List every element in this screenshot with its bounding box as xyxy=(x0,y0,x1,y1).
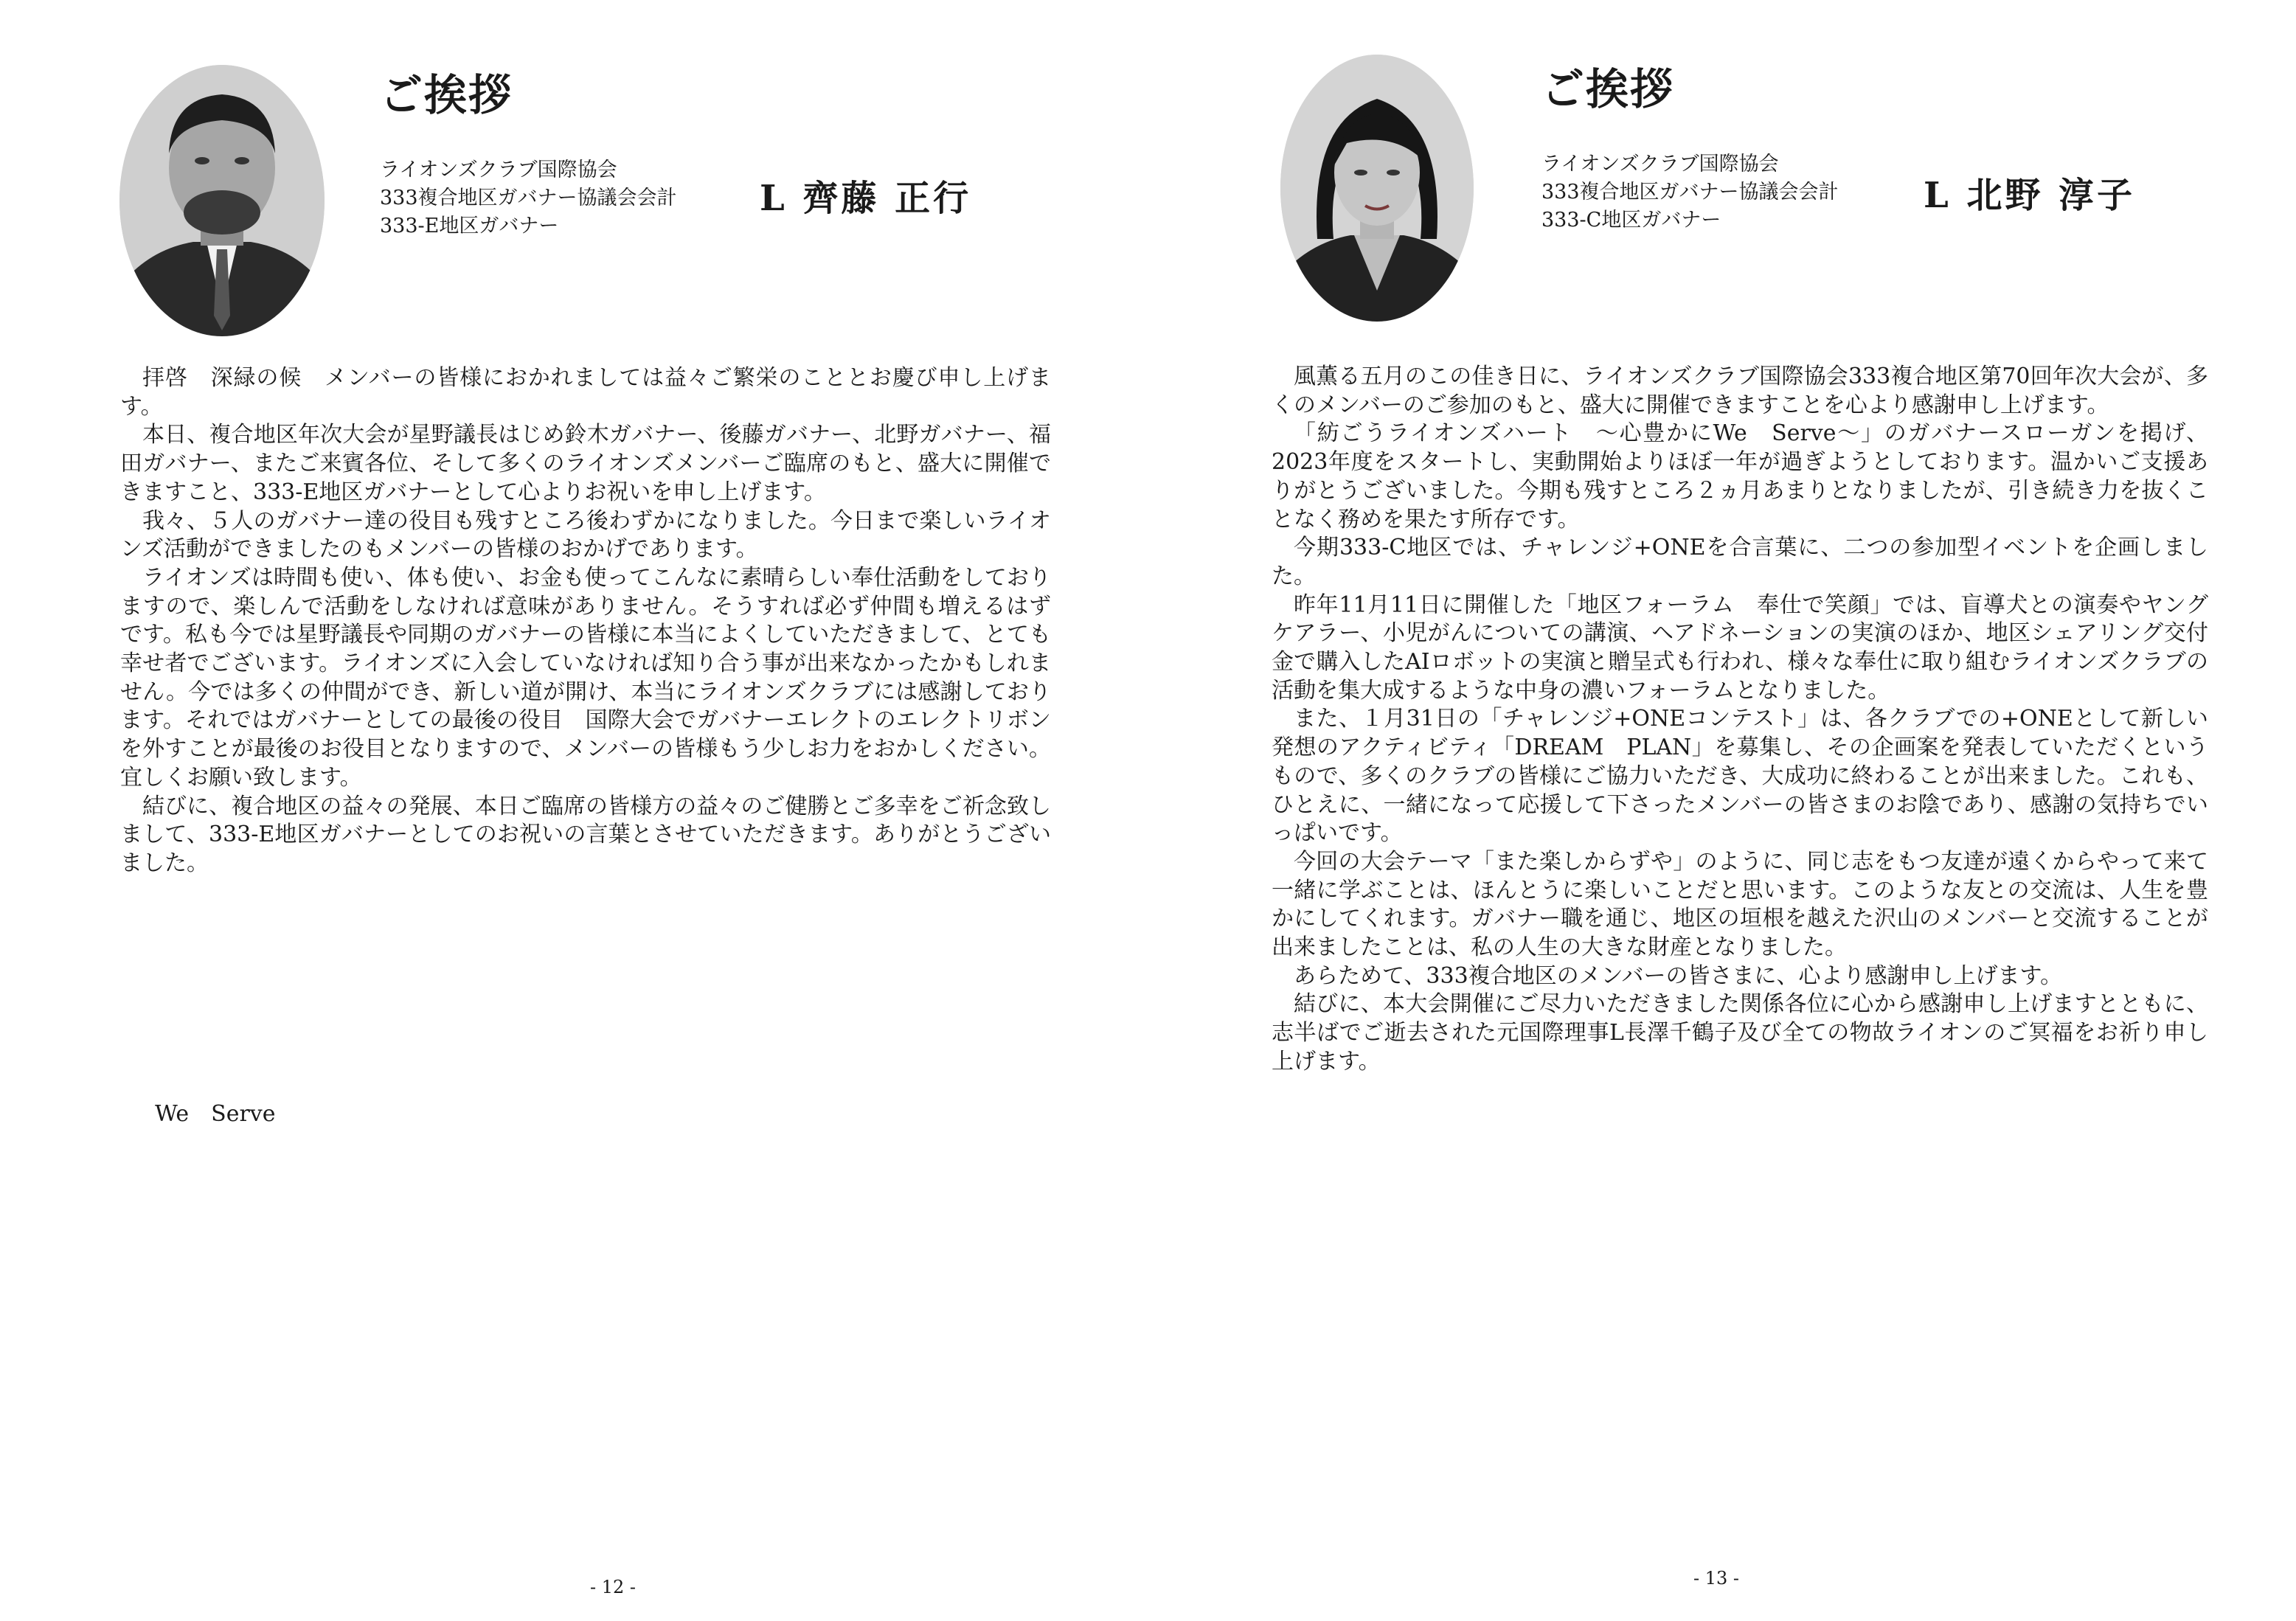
paragraph: 我々、５人のガバナー達の役目も残すところ後わずかになりました。今日まで楽しいライオンズ活動ができましたのもメンバーの皆様のおかげであります。 xyxy=(120,507,1051,563)
paragraph: 風薫る五月のこの佳き日に、ライオンズクラブ国際協会333複合地区第70回年次大会が、多くのメンバーのご参加のもと、盛大に開催できますことを心より感謝申し上げます。 xyxy=(1272,364,2208,418)
author-name: L 北野 淳子 xyxy=(1924,175,2136,216)
page-number: - 12 - xyxy=(590,1577,637,1597)
affiliation-line: ライオンズクラブ国際協会 xyxy=(380,159,617,181)
paragraph: 結びに、複合地区の益々の発展、本日ご臨席の皆様方の益々のご健勝とご多幸をご祈念致しまして、333-E地区ガバナーとしてのお祝いの言葉とさせていただきます。ありがとうございました。 xyxy=(120,793,1051,876)
affiliation-line: 333複合地区ガバナー協議会会計 xyxy=(380,187,677,209)
paragraph: 今期333-C地区では、チャレンジ+ONEを合言葉に、二つの参加型イベントを企画しました。 xyxy=(1272,535,2208,589)
paragraph: また、１月31日の「チャレンジ+ONEコンテスト」は、各クラブでの+ONEとして新しい発想のアクティビティ「DREAM PLAN」を募集し、その企画案を発表していただくというもので、多くのクラブの皆様にご協力いただき、大成功に終わることが出来ました。これも、ひとえに、一緒になって応援して下さったメンバーの皆さまのお陰であり、感謝の気持ちでいっぱいです。 xyxy=(1272,706,2209,847)
page-number: - 13 - xyxy=(1693,1568,1740,1589)
affiliation-line: 333-E地区ガバナー xyxy=(380,215,559,237)
affiliation-block xyxy=(380,156,677,240)
closing-phrase: We Serve xyxy=(155,1101,276,1127)
paragraph: あらためて、333複合地区のメンバーの皆さまに、心より感謝申し上げます。 xyxy=(1294,962,2063,989)
paragraph: ライオンズは時間も使い、体も使い、お金も使ってこんなに素晴らしい奉仕活動をしておりますので、楽しんで活動をしなければ意味がありません。そうすれば必ず仲間も増えるはずです。私も今では星野議長や同期のガバナーの皆様に本当によくしていただきまして、とても幸せ者でございます。ライオンズに入会していなければ知り合う事が出来なかったかもしれません。今では多くの仲間ができ、新しい道が開け、本当にライオンズクラブには感謝しております。それではガバナーとしての最後の役目 国際大会でガバナーエレクトのエレクトリボンを外すことが最後のお役目となりますので、メンバーの皆様もう少しお力をおかしください。宜しくお願い致します。 xyxy=(120,564,1051,791)
author-name: L 齊藤 正行 xyxy=(760,178,972,219)
page-title: ご挨拶 xyxy=(1541,64,1675,114)
paragraph: 結びに、本大会開催にご尽力いただきました関係各位に心から感謝申し上げますとともに、志半ばでご逝去された元国際理事L長澤千鶴子及び全ての物故ライオンのご冥福をお祈り申し上げます。 xyxy=(1272,991,2208,1075)
page-title: ご挨拶 xyxy=(380,70,513,120)
affiliation-line: 333複合地区ガバナー協議会会計 xyxy=(1541,181,1839,204)
paragraph: 本日、複合地区年次大会が星野議長はじめ鈴木ガバナー、後藤ガバナー、北野ガバナー、福田ガバナー、またご来賓各位、そして多くのライオンズメンバーご臨席のもと、盛大に開催できますこと、333-E地区ガバナーとして心よりお祝いを申し上げます。 xyxy=(120,422,1051,505)
right-page xyxy=(1148,0,2296,1621)
affiliation-block xyxy=(1541,150,1839,235)
paragraph: 今回の大会テーマ「また楽しからずや」のように、同じ志をもつ友達が遠くからやって来て一緒に学ぶことは、ほんとうに楽しいことだと思います。このような友との交流は、人生を豊かにしてくれます。ガバナー職を通じ、地区の垣根を越えた沢山のメンバーと交流することが出来ましたことは、私の人生の大きな財産となりました。 xyxy=(1272,848,2208,961)
paragraph: 「紡ごうライオンズハート ～心豊かにWe Serve～」のガバナースローガンを掲げ、2023年度をスタートし、実動開始よりほぼ一年が過ぎようとしております。温かいご支援ありがとうございました。今期も残すところ２ヵ月あまりとなりましたが、引き続き力を抜くことなく務めを果たす所存です。 xyxy=(1272,420,2208,532)
greeting-body xyxy=(1272,363,2208,1077)
paragraph: 拝啓 深緑の候 メンバーの皆様におかれましては益々ご繁栄のこととお慶び申し上げます。 xyxy=(120,365,1051,420)
portrait-photo-kitano xyxy=(1280,55,1474,322)
portrait-photo-saito xyxy=(119,65,325,336)
paragraph: 昨年11月11日に開催した「地区フォーラム 奉仕で笑顔」では、盲導犬との演奏やヤングケアラー、小児がんについての講演、ヘアドネーションの実演のほか、地区シェアリング交付金で購入したAIロボットの実演と贈呈式も行われ、様々な奉仕に取り組むライオンズクラブの活動を集大成するような中身の濃いフォーラムとなりました。 xyxy=(1272,591,2208,704)
affiliation-line: 333-C地区ガバナー xyxy=(1541,209,1721,232)
affiliation-line: ライオンズクラブ国際協会 xyxy=(1541,153,1779,176)
greeting-body xyxy=(120,364,1051,878)
